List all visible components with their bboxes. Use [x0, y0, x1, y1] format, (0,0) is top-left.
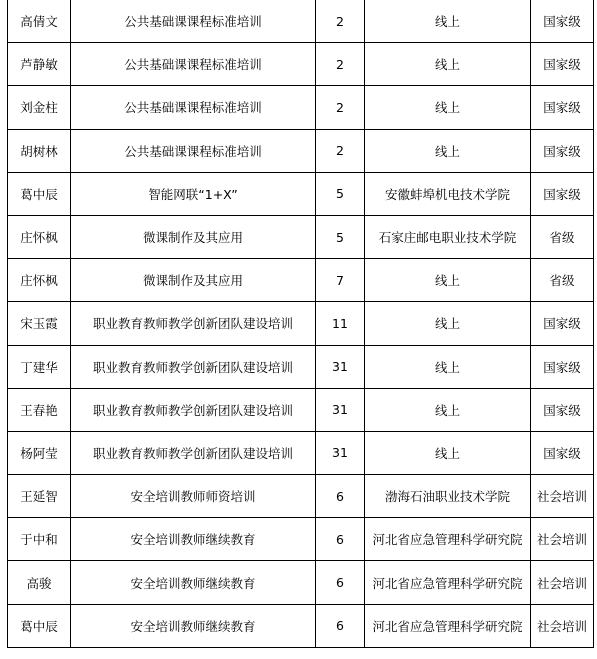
location-cell: 线上: [365, 129, 531, 172]
course-cell: 职业教育教师教学创新团队建设培训: [71, 431, 316, 474]
location-cell: 安徽蚌埠机电技术学院: [365, 172, 531, 215]
level-cell: 国家级: [531, 172, 594, 215]
location-cell: 河北省应急管理科学研究院: [365, 561, 531, 604]
hours-cell: 2: [316, 43, 365, 86]
course-cell: 安全培训教师继续教育: [71, 561, 316, 604]
teacher-name-cell: 于中和: [8, 518, 71, 561]
teacher-name-cell: 宋玉霞: [8, 302, 71, 345]
course-cell: 智能网联“1+X”: [71, 172, 316, 215]
table-row: [8, 172, 594, 215]
table-row: [8, 345, 594, 388]
table-row: [8, 43, 594, 86]
location-cell: 渤海石油职业技术学院: [365, 475, 531, 518]
teacher-name-cell: 高骏: [8, 561, 71, 604]
teacher-name-cell: 杨阿莹: [8, 431, 71, 474]
teacher-name-cell: 芦静敏: [8, 43, 71, 86]
location-cell: 线上: [365, 302, 531, 345]
table-row: [8, 86, 594, 129]
teacher-name-cell: 胡树林: [8, 129, 71, 172]
hours-cell: 6: [316, 604, 365, 647]
course-cell: 安全培训教师继续教育: [71, 604, 316, 647]
hours-cell: 2: [316, 129, 365, 172]
hours-cell: 6: [316, 475, 365, 518]
location-cell: 线上: [365, 86, 531, 129]
course-cell: 公共基础课课程标准培训: [71, 0, 316, 43]
location-cell: 河北省应急管理科学研究院: [365, 604, 531, 647]
table-row: [8, 475, 594, 518]
course-cell: 职业教育教师教学创新团队建设培训: [71, 388, 316, 431]
hours-cell: 2: [316, 86, 365, 129]
hours-cell: 5: [316, 172, 365, 215]
teacher-name-cell: 葛中辰: [8, 172, 71, 215]
level-cell: 国家级: [531, 86, 594, 129]
hours-cell: 31: [316, 345, 365, 388]
table-row: [8, 604, 594, 647]
teacher-name-cell: 王延智: [8, 475, 71, 518]
hours-cell: 6: [316, 518, 365, 561]
level-cell: 国家级: [531, 345, 594, 388]
course-cell: 安全培训教师继续教育: [71, 518, 316, 561]
table-row: [8, 0, 594, 43]
teacher-name-cell: 庄怀枫: [8, 259, 71, 302]
location-cell: 线上: [365, 345, 531, 388]
level-cell: 省级: [531, 259, 594, 302]
hours-cell: 31: [316, 388, 365, 431]
teacher-name-cell: 刘金柱: [8, 86, 71, 129]
teacher-name-cell: 高倩文: [8, 0, 71, 43]
hours-cell: 31: [316, 431, 365, 474]
table-row: [8, 259, 594, 302]
table-row: [8, 431, 594, 474]
level-cell: 社会培训: [531, 518, 594, 561]
hours-cell: 11: [316, 302, 365, 345]
level-cell: 社会培训: [531, 561, 594, 604]
table-body: [8, 0, 594, 647]
hours-cell: 2: [316, 0, 365, 43]
course-cell: 公共基础课课程标准培训: [71, 86, 316, 129]
level-cell: 国家级: [531, 388, 594, 431]
teacher-name-cell: 葛中辰: [8, 604, 71, 647]
table-row: [8, 518, 594, 561]
training-records-table: [7, 0, 594, 648]
location-cell: 线上: [365, 431, 531, 474]
course-cell: 职业教育教师教学创新团队建设培训: [71, 345, 316, 388]
course-cell: 微课制作及其应用: [71, 259, 316, 302]
level-cell: 国家级: [531, 129, 594, 172]
course-cell: 公共基础课课程标准培训: [71, 129, 316, 172]
level-cell: 国家级: [531, 431, 594, 474]
teacher-name-cell: 庄怀枫: [8, 215, 71, 258]
table-row: [8, 302, 594, 345]
table-row: [8, 561, 594, 604]
course-cell: 公共基础课课程标准培训: [71, 43, 316, 86]
teacher-name-cell: 丁建华: [8, 345, 71, 388]
hours-cell: 7: [316, 259, 365, 302]
table-row: [8, 129, 594, 172]
course-cell: 安全培训教师师资培训: [71, 475, 316, 518]
teacher-name-cell: 王春艳: [8, 388, 71, 431]
course-cell: 微课制作及其应用: [71, 215, 316, 258]
location-cell: 河北省应急管理科学研究院: [365, 518, 531, 561]
location-cell: 线上: [365, 43, 531, 86]
level-cell: 国家级: [531, 0, 594, 43]
hours-cell: 6: [316, 561, 365, 604]
course-cell: 职业教育教师教学创新团队建设培训: [71, 302, 316, 345]
table-row: [8, 215, 594, 258]
level-cell: 国家级: [531, 43, 594, 86]
training-table-container: [7, 0, 594, 648]
level-cell: 国家级: [531, 302, 594, 345]
location-cell: 线上: [365, 388, 531, 431]
table-row: [8, 388, 594, 431]
location-cell: 线上: [365, 0, 531, 43]
location-cell: 线上: [365, 259, 531, 302]
level-cell: 社会培训: [531, 604, 594, 647]
location-cell: 石家庄邮电职业技术学院: [365, 215, 531, 258]
level-cell: 省级: [531, 215, 594, 258]
level-cell: 社会培训: [531, 475, 594, 518]
hours-cell: 5: [316, 215, 365, 258]
